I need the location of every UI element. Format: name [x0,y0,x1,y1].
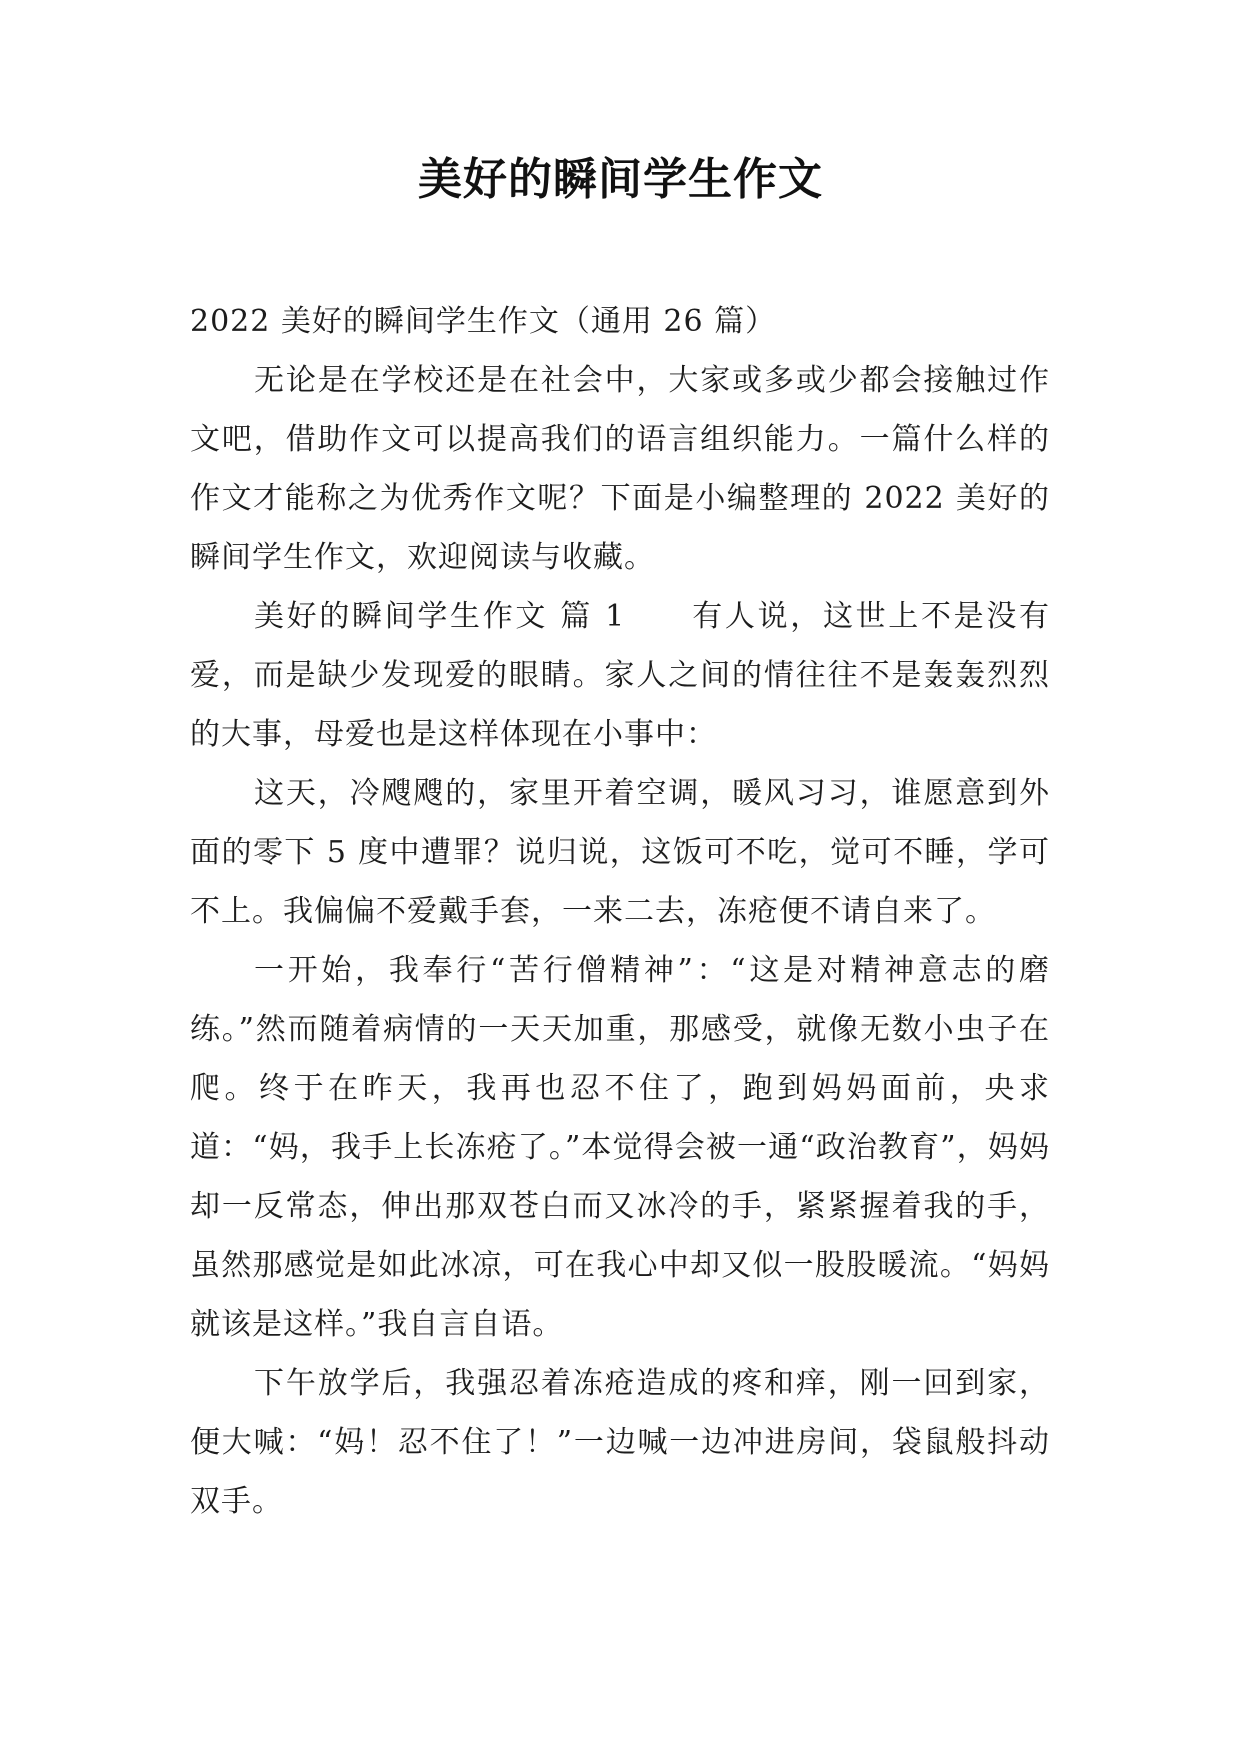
subtitle-paragraph: 2022 美好的瞬间学生作文（通用 26 篇） [190,304,777,339]
document-body [190,292,1050,1531]
essay-paragraph: 美好的瞬间学生作文 篇 1 有人说，这世上不是没有爱，而是缺少发现爱的眼睛。家人之间的情往往不是轰轰烈烈的大事，母爱也是这样体现在小事中： [190,599,1050,752]
essay-paragraph: 下午放学后，我强忍着冻疮造成的疼和痒，刚一回到家，便大喊：“妈！忍不住了！”一边喊一边冲进房间，袋鼠般抖动双手。 [190,1366,1050,1519]
essay-paragraph: 一开始，我奉行“苦行僧精神”：“这是对精神意志的磨练。”然而随着病情的一天天加重，那感受，就像无数小虫子在爬。终于在昨天，我再也忍不住了，跑到妈妈面前，央求道：“妈，我手上长冻疮了。”本觉得会被一通“政治教育”，妈妈却一反常态，伸出那双苍白而又冰冷的手，紧紧握着我的手，虽然那感觉是如此冰凉，可在我心中却又似一股股暖流。“妈妈就该是这样。”我自言自语。 [190,953,1050,1342]
intro-paragraph: 无论是在学校还是在社会中，大家或多或少都会接触过作文吧，借助作文可以提高我们的语言组织能力。一篇什么样的作文才能称之为优秀作文呢？下面是小编整理的 2022 美好的瞬间学生作文，欢迎阅读与收藏。 [190,363,1050,575]
document-title: 美好的瞬间学生作文 [418,154,823,205]
essay-paragraph: 这天，冷飕飕的，家里开着空调，暖风习习，谁愿意到外面的零下 5 度中遭罪？说归说，这饭可不吃，觉可不睡，学可不上。我偏偏不爱戴手套，一来二去，冻疮便不请自来了。 [190,776,1050,929]
